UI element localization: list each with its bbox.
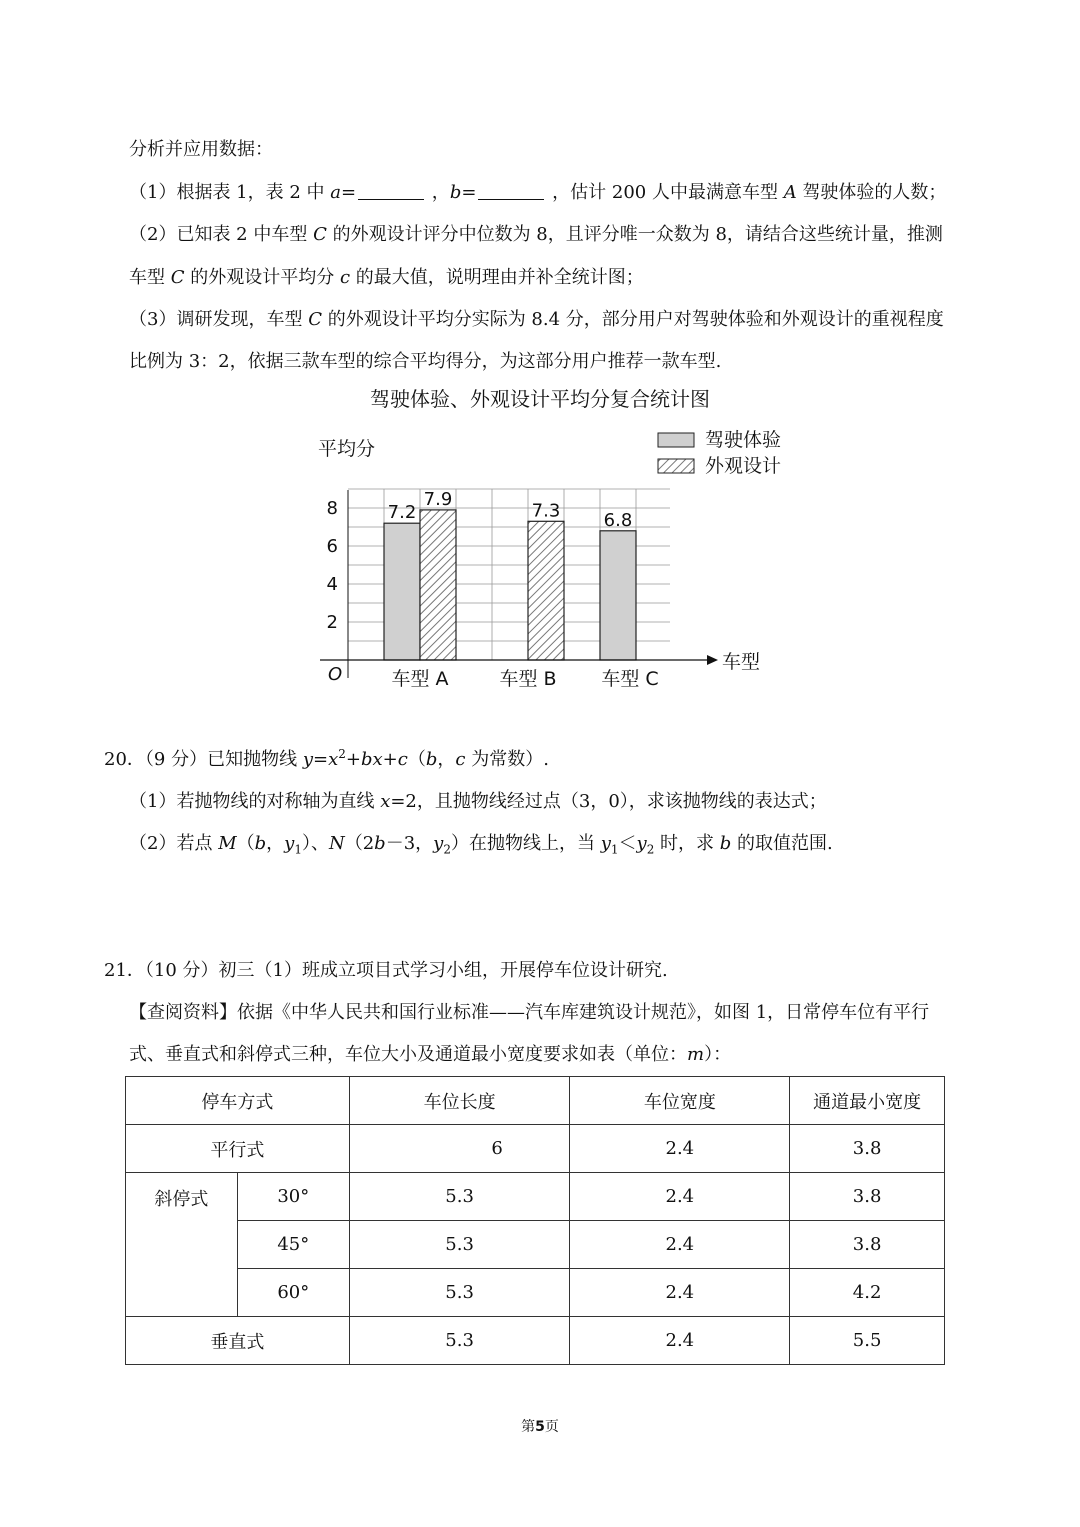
q19-part2-line1 (129, 223, 943, 247)
y-tick-label: 2 (326, 612, 338, 633)
var-y: y (433, 833, 444, 854)
var-b: b (449, 182, 462, 203)
table-cell: 2.4 (570, 1317, 790, 1365)
text: 时，求 (654, 833, 720, 854)
chart-bars (384, 489, 636, 660)
text: ）在抛物线上，当 (450, 833, 601, 854)
subscript: 2 (443, 842, 451, 857)
text: = (312, 749, 329, 770)
row-label: 斜停式 (126, 1173, 238, 1317)
table-row (126, 1221, 945, 1269)
text: + (345, 749, 361, 770)
header-cell: 车位宽度 (570, 1077, 790, 1125)
text: （2）若点 (129, 833, 219, 854)
table-header-row (126, 1077, 945, 1125)
var-x: x (380, 791, 391, 812)
text: ＜ (618, 833, 637, 854)
q20-part2 (129, 832, 833, 856)
table-row (126, 1317, 945, 1365)
x-category-labels (391, 668, 658, 690)
text: 的外观设计平均分实际为 8.4 分，部分用户对驾驶体验和外观设计的重视程度 (321, 309, 944, 330)
analysis-header: 分析并应用数据： (129, 139, 273, 160)
table-row (126, 1125, 945, 1173)
bar-driving (384, 523, 420, 660)
x-axis-arrow (707, 655, 718, 665)
subscript: 1 (294, 842, 302, 857)
text: ， (437, 749, 456, 770)
text: + (382, 749, 398, 770)
var-c: c (339, 267, 351, 288)
bar-value-label: 7.3 (531, 500, 561, 522)
text: （ (407, 749, 426, 770)
q19-part2-line2 (129, 266, 644, 290)
table-cell: 6 (349, 1125, 570, 1173)
table-cell: 2.4 (570, 1173, 790, 1221)
page-number (0, 1416, 1080, 1436)
x-category-label: 车型 A (391, 668, 449, 690)
var-y: y (600, 833, 611, 854)
y-tick-label: 6 (326, 536, 338, 557)
var-C: C (170, 267, 185, 288)
angle-cell: 60° (237, 1269, 349, 1317)
q21-reference-line2 (129, 1043, 731, 1067)
angle-cell: 45° (237, 1221, 349, 1269)
text: 页 (544, 1419, 559, 1435)
table-cell: 3.8 (790, 1221, 945, 1269)
text: （1）若抛物线的对称轴为直线 (129, 791, 381, 812)
angle-cell: 30° (237, 1173, 349, 1221)
header-cell: 停车方式 (126, 1077, 350, 1125)
text: －3， (385, 833, 434, 854)
text: 的取值范围. (731, 833, 833, 854)
legend-label-design: 外观设计 (705, 455, 782, 477)
table-cell: 5.3 (349, 1317, 570, 1365)
parking-spec-table (125, 1076, 945, 1365)
var-C: C (313, 224, 327, 245)
text: 式、垂直式和斜停式三种，车位大小及通道最小宽度要求如表（单位： (129, 1044, 687, 1065)
var-b: b (254, 833, 267, 854)
text: ，估计 200 人中最满意车型 (546, 182, 784, 203)
header-cell: 车位长度 (349, 1077, 570, 1125)
text: （1）根据表 1，表 2 中 (129, 182, 331, 203)
text: ）： (704, 1044, 732, 1065)
table-row (126, 1173, 945, 1221)
text: 20．（9 分）已知抛物线 (104, 749, 303, 770)
text: （2 (344, 833, 375, 854)
superscript: 2 (338, 747, 346, 761)
table-cell: 3.8 (790, 1173, 945, 1221)
chart-title: 驾驶体验、外观设计平均分复合统计图 (370, 387, 710, 411)
text: 的最大值，说明理由并补全统计图； (350, 267, 644, 288)
legend-label-driving: 驾驶体验 (705, 429, 782, 451)
blank-b (478, 181, 544, 200)
text: = (461, 182, 477, 203)
var-y: y (302, 749, 313, 770)
bar-chart (300, 420, 800, 695)
row-label: 平行式 (126, 1125, 350, 1173)
var-y: y (636, 833, 647, 854)
x-category-label: 车型 C (601, 668, 659, 690)
var-x: x (328, 749, 339, 770)
var-c: c (397, 749, 408, 770)
q21-title: 21．（10 分）初三（1）班成立项目式学习小组，开展停车位设计研究. (104, 960, 668, 981)
text: （3）调研发现，车型 (129, 309, 309, 330)
table-cell: 5.3 (349, 1269, 570, 1317)
text: （ (236, 833, 255, 854)
table-cell: 2.4 (570, 1221, 790, 1269)
y-tick-label: 8 (326, 498, 338, 519)
q19-part3-line1 (129, 308, 944, 332)
q19-part3-line2: 比例为 3：2，依据三款车型的综合平均得分，为这部分用户推荐一款车型. (129, 351, 722, 372)
blank-a (358, 181, 424, 200)
text: 第 (521, 1419, 536, 1435)
header-cell: 通道最小宽度 (790, 1077, 945, 1125)
table-cell: 4.2 (790, 1269, 945, 1317)
origin-label: O (328, 664, 343, 685)
var-m: m (687, 1044, 705, 1065)
text: 为常数）. (465, 749, 549, 770)
x-axis-label: 车型 (722, 651, 761, 673)
bar-design (528, 521, 564, 660)
q19-part1 (129, 181, 946, 205)
table-row (126, 1269, 945, 1317)
table-cell: 5.3 (349, 1221, 570, 1269)
bar-driving (600, 531, 636, 660)
y-axis-label: 平均分 (318, 438, 376, 460)
text: 的外观设计评分中位数为 8，且评分唯一众数为 8，请结合这些统计量，推测 (326, 224, 943, 245)
table-cell: 5.5 (790, 1317, 945, 1365)
text: 车型 (129, 267, 171, 288)
q20-title (104, 748, 549, 772)
text: = (340, 182, 357, 203)
var-N: N (328, 833, 345, 854)
chart-legend (658, 429, 781, 477)
bar-value-label: 7.9 (423, 488, 453, 510)
q20-part1 (129, 790, 827, 814)
table-cell: 3.8 (790, 1125, 945, 1173)
bar-value-label: 7.2 (387, 502, 417, 524)
var-y: y (284, 833, 295, 854)
table-cell: 2.4 (570, 1269, 790, 1317)
var-a: a (330, 182, 341, 203)
text: 的外观设计平均分 (184, 267, 340, 288)
legend-swatch-driving (658, 433, 694, 447)
var-A: A (783, 182, 797, 203)
var-M: M (218, 833, 237, 854)
table-cell: 2.4 (570, 1125, 790, 1173)
y-ticks (327, 498, 338, 633)
var-c: c (455, 749, 466, 770)
text: （2）已知表 2 中车型 (129, 224, 314, 245)
text: 驾驶体验的人数； (796, 182, 947, 203)
var-C: C (308, 309, 322, 330)
y-tick-label: 4 (326, 574, 338, 595)
var-b: b (425, 749, 438, 770)
text: ）、 (301, 833, 329, 854)
bar-value-label: 6.8 (603, 509, 633, 531)
x-category-label: 车型 B (499, 668, 557, 690)
legend-swatch-design (658, 459, 694, 473)
subscript: 1 (610, 842, 619, 857)
var-b: b (719, 833, 732, 854)
subscript: 2 (646, 842, 655, 857)
text: =2，且抛物线经过点（3，0），求该抛物线的表达式； (390, 791, 827, 812)
row-label: 垂直式 (126, 1317, 350, 1365)
var-bx: bx (360, 749, 383, 770)
text: ， (426, 182, 450, 203)
q21-reference-line1: 【查阅资料】依据《中华人民共和国行业标准——汽车库建筑设计规范》，如图 1，日常停车位有平行 (129, 1002, 930, 1023)
table-cell: 5.3 (349, 1173, 570, 1221)
text: ， (266, 833, 285, 854)
page-num: 5 (535, 1419, 545, 1435)
bar-design (420, 510, 456, 660)
var-b: b (374, 833, 386, 854)
